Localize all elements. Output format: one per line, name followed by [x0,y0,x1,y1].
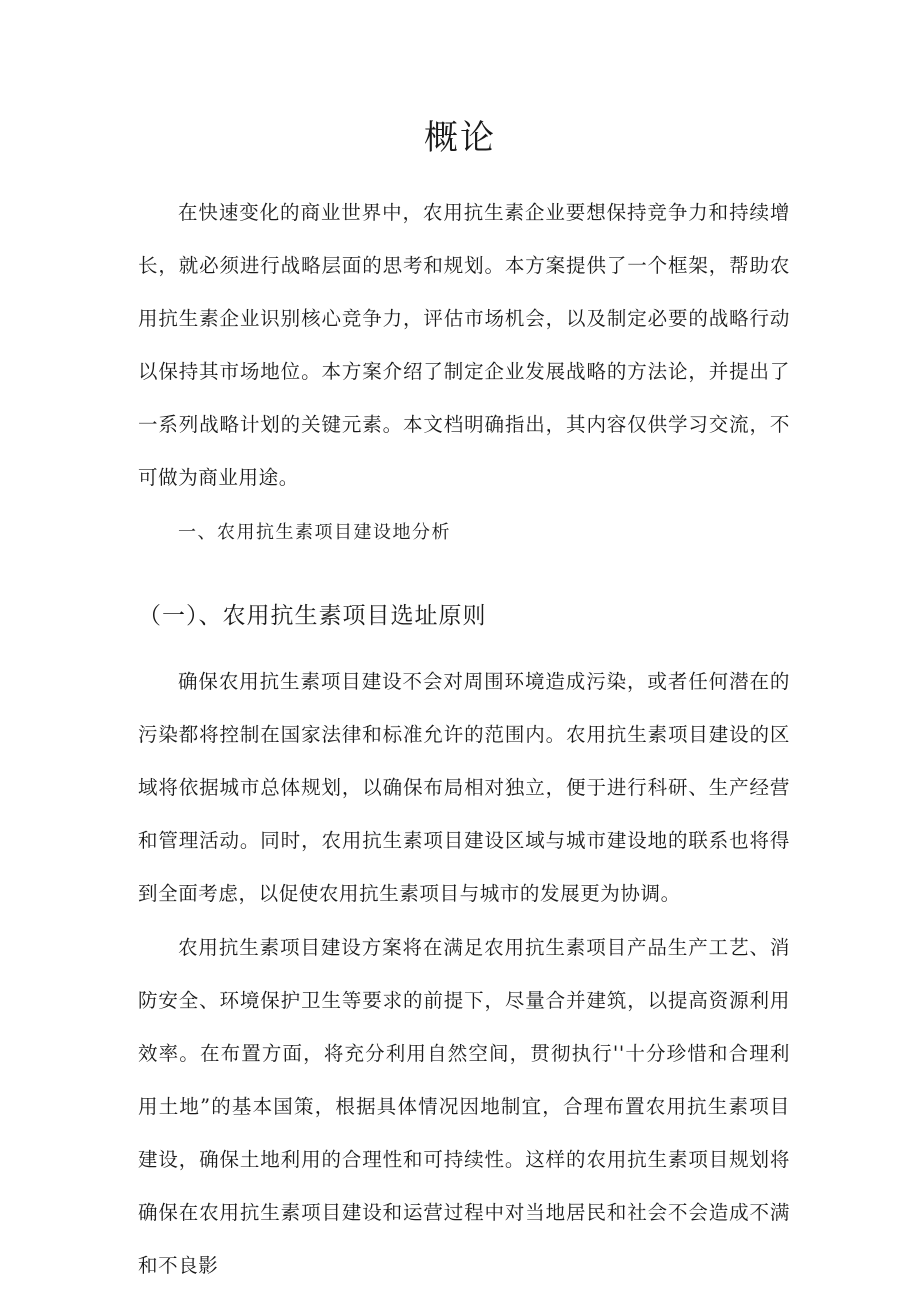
body-paragraph-1: 确保农用抗生素项目建设不会对周围环境造成污染，或者任何潜在的污染都将控制在国家法律和标准允许的范围内。农用抗生素项目建设的区域将依据城市总体规划，以确保布局相对独立，便于进行科研、生产经营和管理活动。同时，农用抗生素项目建设区域与城市建设地的联系也将得到全面考虑，以促使农用抗生素项目与城市的发展更为协调。 [138,670,790,905]
body-paragraph-2: 农用抗生素项目建设方案将在满足农用抗生素项目产品生产工艺、消防安全、环境保护卫生等要求的前提下，尽量合并建筑，以提高资源利用效率。在布置方面，将充分利用自然空间，贯彻执行''十分珍惜和合理利用土地”的基本国策，根据具体情况因地制宜，合理布置农用抗生素项目建设，确保土地利用的合理性和可持续性。这样的农用抗生素项目规划将确保在农用抗生素项目建设和运营过程中对当地居民和社会不会造成不满和不良影 [138,936,790,1277]
subsection-heading: （一）、农用抗生素项目选址原则 [138,603,487,629]
section-heading: 一、农用抗生素项目建设地分析 [178,522,451,543]
intro-paragraph: 在快速变化的商业世界中，农用抗生素企业要想保持竞争力和持续增长，就必须进行战略层面的思考和规划。本方案提供了一个框架，帮助农用抗生素企业识别核心竞争力，评估市场机会，以及制定必要的战略行动以保持其市场地位。本方案介绍了制定企业发展战略的方法论，并提出了一系列战略计划的关键元素。本文档明确指出，其内容仅供学习交流，不可做为商业用途。 [138,201,790,489]
page-title: 概论 [424,118,496,158]
